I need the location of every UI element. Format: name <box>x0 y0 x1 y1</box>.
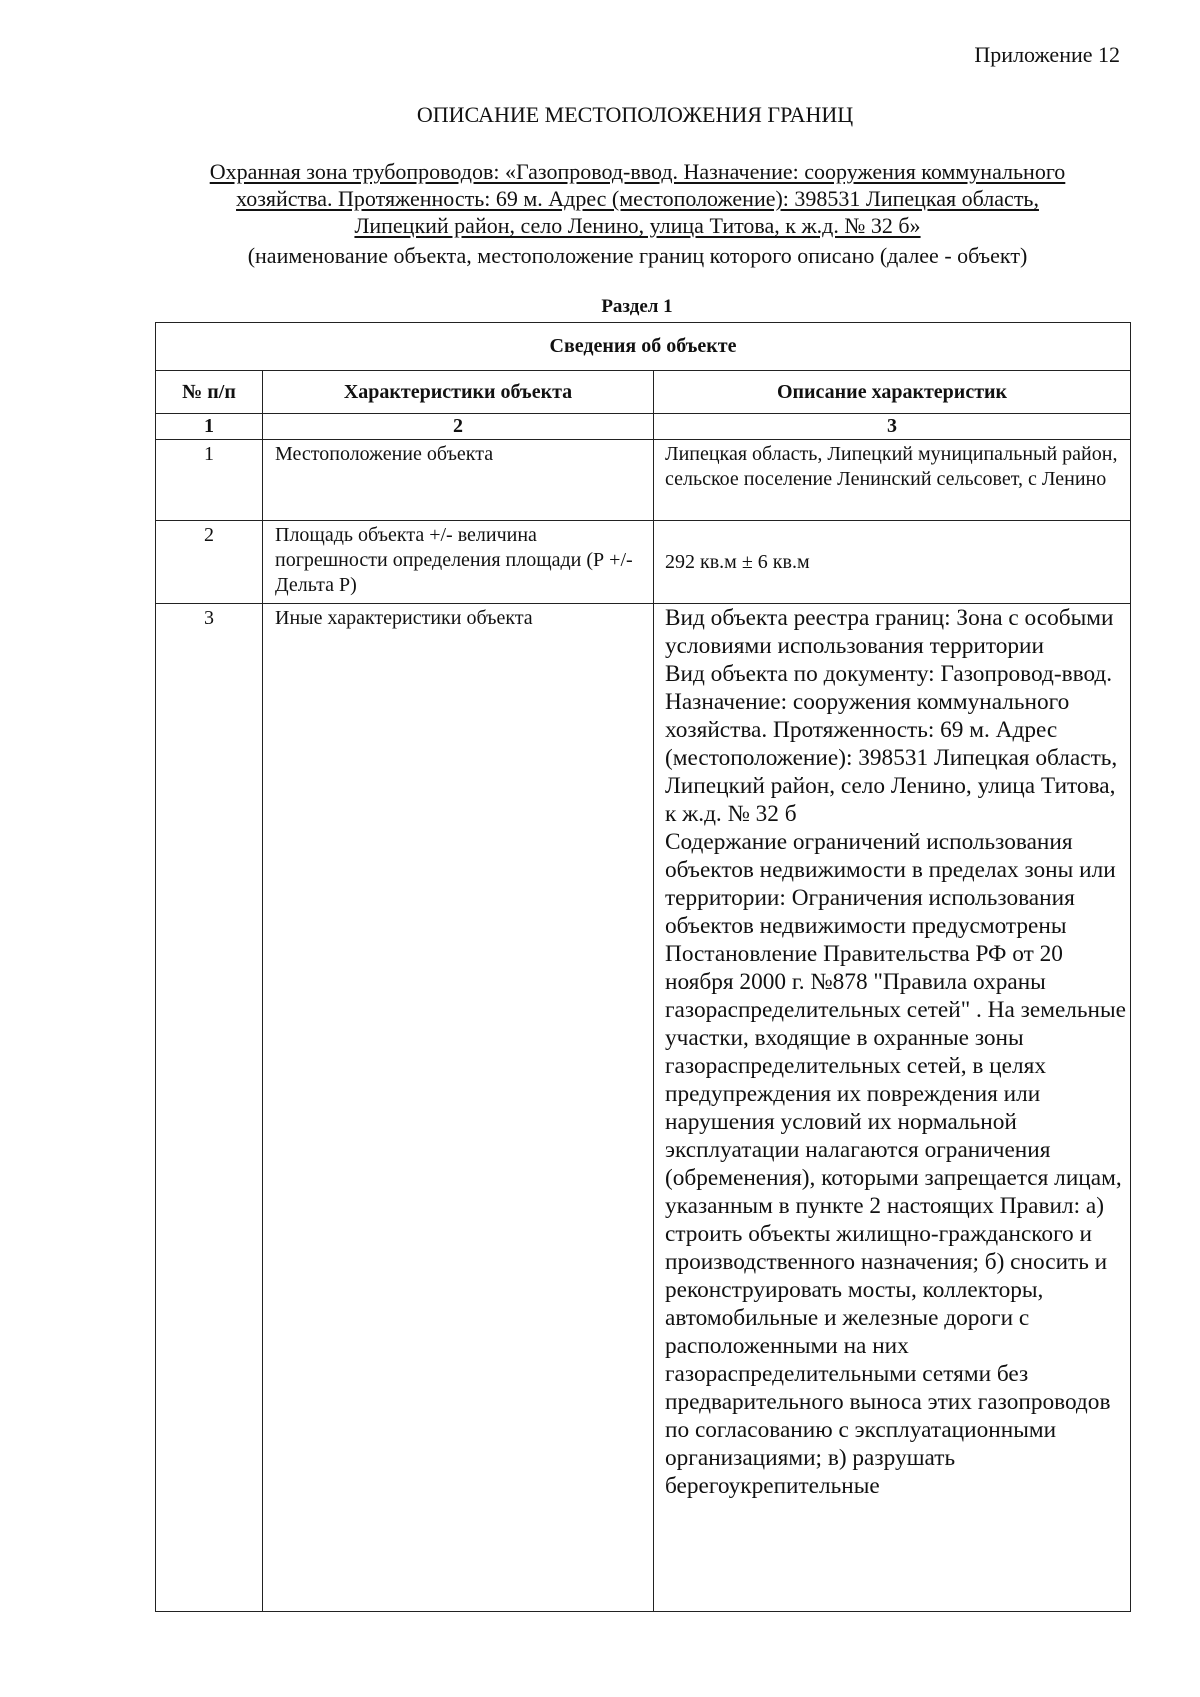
appendix-label: Приложение 12 <box>974 42 1120 67</box>
table-caption: Сведения об объекте <box>156 323 1131 371</box>
row-number: 1 <box>156 440 263 521</box>
document-title: ОПИСАНИЕ МЕСТОПОЛОЖЕНИЯ ГРАНИЦ <box>416 102 854 127</box>
table-row <box>156 521 1131 604</box>
row-description: Липецкая область, Липецкий муниципальный район, сельское поселение Ленинский сельсовет, с Ленино <box>654 440 1131 521</box>
zone-name-line: хозяйства. Протяженность: 69 м. Адрес (местоположение): 398531 Липецкая область, <box>236 186 1039 211</box>
description-paragraph: Содержание ограничений использования объектов недвижимости в пределах зоны или территории: Ограничения использования объектов недвижимости предусмотрены Постановление Правительства РФ от 20 ноября 2000 г. №878 "Правила охраны газораспределительных сетей" . На земельные участки, входящие в охранные зоны газораспределительных сетей, в целях предупреждения их повреждения или нарушения условий их нормальной эксплуатации налагаются ограничения (обременения), которыми запрещается лицам, указанным в пункте 2 настоящих Правил: а) строить объекты жилищно-гражданского и производственного назначения; б) сносить и реконструировать мосты, коллекторы, автомобильные и железные дороги с расположенными на них газораспределительными сетями без предварительного выноса этих газопроводов по согласованию с эксплуатационными организациями; в) разрушать берегоукрепительные <box>665 829 1127 1499</box>
row-characteristic: Иные характеристики объекта <box>263 604 654 1612</box>
row-number: 2 <box>156 521 263 604</box>
table-row <box>156 440 1131 521</box>
column-index: 2 <box>263 414 654 440</box>
zone-name <box>150 158 1125 239</box>
row-characteristic: Площадь объекта +/- величина погрешности определения площади (Р +/- Дельта Р) <box>263 521 654 604</box>
row-characteristic: Местоположение объекта <box>263 440 654 521</box>
table-caption-row <box>156 323 1131 371</box>
object-info-table <box>155 322 1131 1612</box>
row-number: 3 <box>156 604 263 1612</box>
column-header-description: Описание характеристик <box>654 371 1131 414</box>
column-index-row <box>156 414 1131 440</box>
row-description <box>654 604 1131 1612</box>
zone-name-line: Охранная зона трубопроводов: «Газопровод-ввод. Назначение: сооружения коммунального <box>209 159 1066 184</box>
zone-name-line: Липецкий район, село Ленино, улица Титова, к ж.д. № 32 б» <box>354 213 921 238</box>
column-index: 3 <box>654 414 1131 440</box>
column-header-num: № п/п <box>156 371 263 414</box>
section-label: Раздел 1 <box>601 296 673 317</box>
zone-caption: (наименование объекта, местоположение границ которого описано (далее - объект) <box>247 243 1028 268</box>
description-paragraph: Вид объекта реестра границ: Зона с особыми условиями использования территории <box>665 605 1114 659</box>
column-header-characteristic: Характеристики объекта <box>263 371 654 414</box>
table-header-row <box>156 371 1131 414</box>
description-paragraph: Вид объекта по документу: Газопровод-ввод. Назначение: сооружения коммунального хозяйства. Протяженность: 69 м. Адрес (местоположение): 398531 Липецкая область, Липецкий район, село Ленино, улица Титова, к ж.д. № 32 б <box>665 661 1118 827</box>
table-row <box>156 604 1131 1612</box>
row-description: 292 кв.м ± 6 кв.м <box>654 521 1131 604</box>
column-index: 1 <box>156 414 263 440</box>
